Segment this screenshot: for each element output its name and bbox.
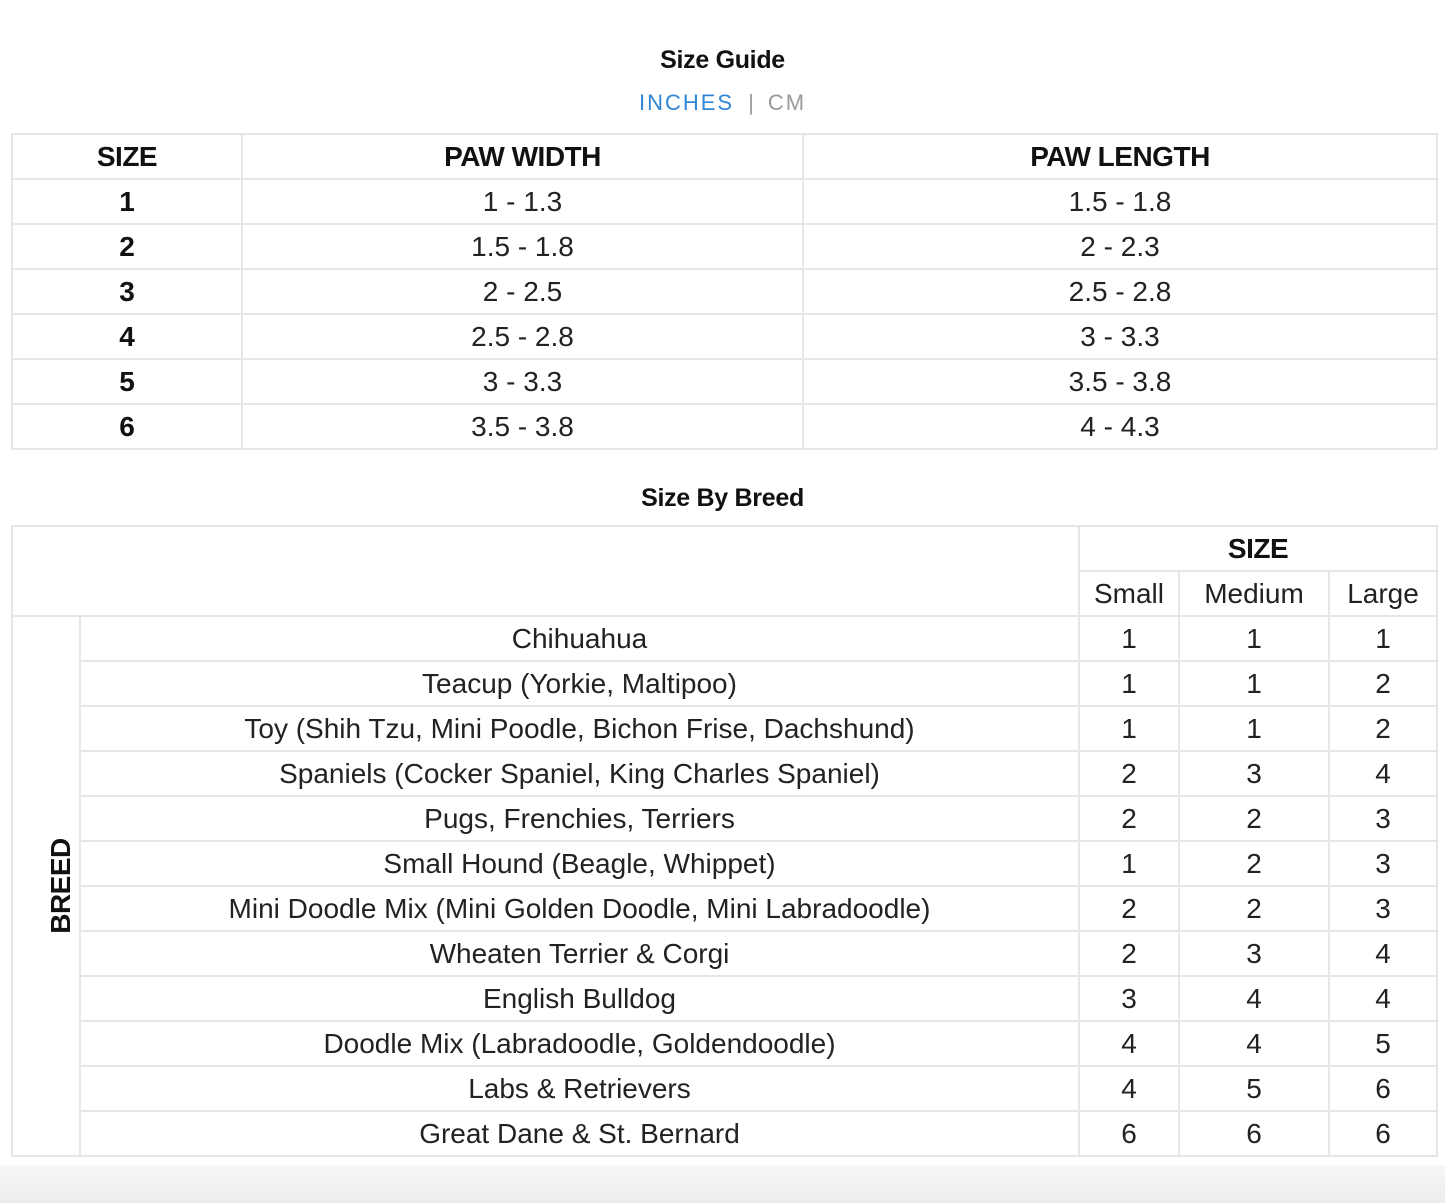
table-row [12,706,1437,751]
table-row [12,269,1437,314]
large-size-cell: 4 [1329,931,1437,976]
table-row [12,616,1437,661]
medium-size-cell: 2 [1179,841,1329,886]
size-by-breed-table [11,525,1438,1157]
paw-length-cell: 3.5 - 3.8 [803,359,1437,404]
breed-label: BREED [44,838,76,934]
table-row [12,1111,1437,1156]
breed-name-cell: Spaniels (Cocker Spaniel, King Charles Spaniel) [80,751,1079,796]
table-row [12,1066,1437,1111]
size-cell: 4 [12,314,242,359]
large-size-cell: 2 [1329,661,1437,706]
table-row [12,661,1437,706]
blank-header-cell [12,526,1079,616]
header-size: SIZE [1079,526,1437,571]
header-small: Small [1079,571,1179,616]
medium-size-cell: 1 [1179,616,1329,661]
unit-inches-link[interactable]: INCHES [638,90,735,115]
header-medium: Medium [1179,571,1329,616]
paw-length-cell: 2 - 2.3 [803,224,1437,269]
breed-name-cell: Toy (Shih Tzu, Mini Poodle, Bichon Frise, Dachshund) [80,706,1079,751]
size-cell: 5 [12,359,242,404]
table-row [12,1021,1437,1066]
medium-size-cell: 5 [1179,1066,1329,1111]
table-row [12,796,1437,841]
small-size-cell: 1 [1079,706,1179,751]
size-table-header-row [12,134,1437,179]
breed-name-cell: Pugs, Frenchies, Terriers [80,796,1079,841]
paw-length-cell: 4 - 4.3 [803,404,1437,449]
table-row [12,404,1437,449]
table-row [12,931,1437,976]
paw-width-cell: 2 - 2.5 [242,269,803,314]
medium-size-cell: 2 [1179,886,1329,931]
small-size-cell: 1 [1079,616,1179,661]
breed-name-cell: Great Dane & St. Bernard [80,1111,1079,1156]
large-size-cell: 5 [1329,1021,1437,1066]
table-row [12,359,1437,404]
breed-table-header-row [12,526,1437,571]
small-size-cell: 6 [1079,1111,1179,1156]
breed-name-cell: Mini Doodle Mix (Mini Golden Doodle, Mini Labradoodle) [80,886,1079,931]
breed-name-cell: Doodle Mix (Labradoodle, Goldendoodle) [80,1021,1079,1066]
large-size-cell: 3 [1329,841,1437,886]
breed-name-cell: English Bulldog [80,976,1079,1021]
size-cell: 2 [12,224,242,269]
large-size-cell: 6 [1329,1111,1437,1156]
paw-length-cell: 3 - 3.3 [803,314,1437,359]
medium-size-cell: 1 [1179,706,1329,751]
medium-size-cell: 6 [1179,1111,1329,1156]
breed-name-cell: Chihuahua [80,616,1079,661]
paw-width-cell: 3.5 - 3.8 [242,404,803,449]
size-cell: 3 [12,269,242,314]
unit-separator: | [748,90,754,115]
table-row [12,976,1437,1021]
small-size-cell: 4 [1079,1021,1179,1066]
large-size-cell: 3 [1329,886,1437,931]
unit-toggle [0,90,1445,116]
table-row [12,751,1437,796]
paw-length-cell: 2.5 - 2.8 [803,269,1437,314]
table-row [12,179,1437,224]
header-paw-length: PAW LENGTH [803,134,1437,179]
header-paw-width: PAW WIDTH [242,134,803,179]
medium-size-cell: 1 [1179,661,1329,706]
medium-size-cell: 4 [1179,976,1329,1021]
breed-name-cell: Labs & Retrievers [80,1066,1079,1111]
breed-name-cell: Wheaten Terrier & Corgi [80,931,1079,976]
size-cell: 1 [12,179,242,224]
medium-size-cell: 3 [1179,931,1329,976]
size-by-breed-title: Size By Breed [641,484,804,512]
paw-width-cell: 1 - 1.3 [242,179,803,224]
paw-width-cell: 1.5 - 1.8 [242,224,803,269]
medium-size-cell: 4 [1179,1021,1329,1066]
small-size-cell: 2 [1079,796,1179,841]
large-size-cell: 3 [1329,796,1437,841]
paw-width-cell: 3 - 3.3 [242,359,803,404]
table-row [12,224,1437,269]
small-size-cell: 4 [1079,1066,1179,1111]
small-size-cell: 3 [1079,976,1179,1021]
size-cell: 6 [12,404,242,449]
paw-width-cell: 2.5 - 2.8 [242,314,803,359]
header-large: Large [1329,571,1437,616]
large-size-cell: 6 [1329,1066,1437,1111]
table-row [12,841,1437,886]
small-size-cell: 1 [1079,841,1179,886]
table-row [12,886,1437,931]
paw-length-cell: 1.5 - 1.8 [803,179,1437,224]
medium-size-cell: 2 [1179,796,1329,841]
small-size-cell: 2 [1079,886,1179,931]
breed-label-cell [12,616,80,1156]
large-size-cell: 4 [1329,751,1437,796]
table-row [12,314,1437,359]
small-size-cell: 1 [1079,661,1179,706]
header-size: SIZE [12,134,242,179]
large-size-cell: 2 [1329,706,1437,751]
size-guide-title: Size Guide [660,46,785,74]
bottom-fade [0,1165,1445,1203]
size-guide-table [11,133,1438,450]
medium-size-cell: 3 [1179,751,1329,796]
breed-name-cell: Teacup (Yorkie, Maltipoo) [80,661,1079,706]
small-size-cell: 2 [1079,931,1179,976]
small-size-cell: 2 [1079,751,1179,796]
breed-name-cell: Small Hound (Beagle, Whippet) [80,841,1079,886]
large-size-cell: 1 [1329,616,1437,661]
large-size-cell: 4 [1329,976,1437,1021]
unit-cm-link[interactable]: CM [767,90,807,115]
